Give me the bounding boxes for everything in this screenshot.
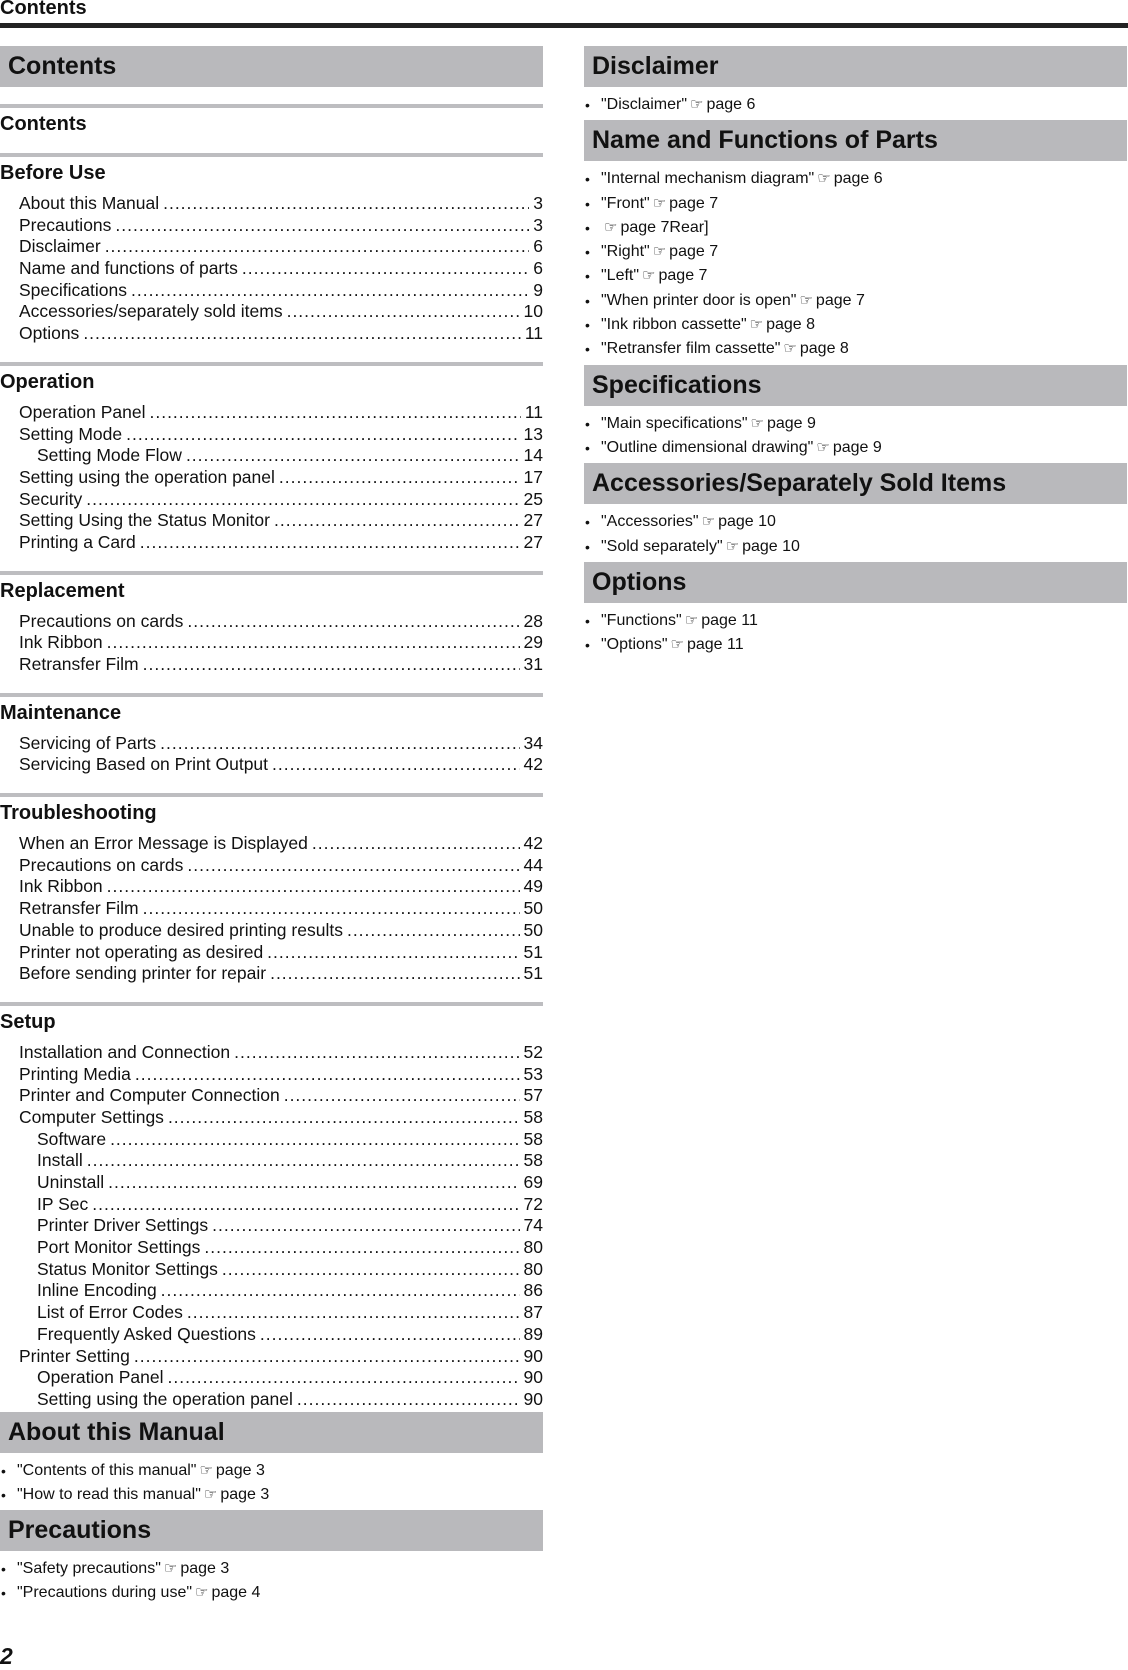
page-reference-link[interactable] [584,240,1127,264]
toc-entry[interactable] [0,1150,543,1172]
toc-entry[interactable] [0,532,543,554]
toc-entry[interactable] [0,1280,543,1302]
toc-entry-label: When an Error Message is Displayed [19,833,308,854]
page-reference-link[interactable] [0,1581,543,1605]
pointing-hand-icon: ☞ [749,316,764,334]
toc-entry-page: 27 [523,510,543,531]
toc-entry-page: 58 [523,1150,543,1171]
toc-entry-label: Inline Encoding [37,1280,157,1301]
section-rule [0,693,543,697]
toc-section-before-use [0,153,543,345]
precautions-heading: Precautions [0,1510,543,1551]
toc-entry-page: 10 [523,301,543,322]
toc-entry-page: 3 [533,214,543,235]
reference-page: page 7 [669,194,719,212]
toc-entry-page: 44 [523,854,543,875]
page-reference-link[interactable] [584,412,1127,436]
toc-section-troubleshooting [0,793,543,985]
toc-entry[interactable] [0,258,543,280]
toc-entry-label: List of Error Codes [37,1302,183,1323]
pointing-hand-icon: ☞ [690,96,704,113]
toc-entry-page: 29 [523,632,543,653]
reference-title: "Left" [601,267,640,285]
pointing-hand-icon: ☞ [725,537,740,555]
toc-entry-page: 57 [523,1085,543,1106]
page-reference-link[interactable] [584,167,1127,191]
toc-entry[interactable] [0,1107,543,1129]
toc-entry[interactable] [0,1389,543,1411]
section-title: Setup [0,1010,56,1033]
reference-title: "Accessories" [601,513,699,531]
toc-entry-label: Port Monitor Settings [37,1237,201,1258]
page-reference-link[interactable] [584,633,1127,657]
accessories-separately-sold-items-heading: Accessories/Separately Sold Items [584,463,1127,504]
right-summary-blocks [584,46,1127,657]
toc-entry[interactable] [0,754,543,776]
toc-entry-label: Options [19,323,80,344]
dot-leader [134,1346,520,1368]
toc-entry[interactable] [0,510,543,532]
toc-entry-page: 31 [523,654,543,674]
reference-title: "Outline dimensional drawing" [601,438,814,456]
toc-entry-label: Unable to produce desired printing results [19,919,343,940]
toc-entry-page: 58 [523,1128,543,1149]
section-entries [0,833,543,985]
toc-entry-label: Servicing Based on Print Output [19,754,269,775]
toc-entry-label: Retransfer Film [19,898,139,919]
dot-leader [115,215,529,237]
page-reference-link[interactable] [584,510,1127,534]
toc-entry[interactable] [0,942,543,964]
toc-entry-page: 11 [524,323,543,344]
toc-entry-page: 90 [523,1345,543,1366]
toc-entry-page: 6 [533,236,543,257]
toc-entry-label: Setting using the operation panel [37,1388,293,1409]
toc-entry[interactable] [0,1042,543,1064]
toc-entry-label: Frequently Asked Questions [37,1323,256,1344]
page-reference-link[interactable] [0,1557,543,1581]
toc-entry-label: Printer and Computer Connection [19,1085,280,1106]
reference-title: "Retransfer film cassette" [601,340,781,358]
dot-leader [272,754,520,776]
toc-entry[interactable] [0,1215,543,1237]
dot-leader [83,323,521,345]
toc-entry-label: Name and functions of parts [19,258,238,279]
section-entries [0,611,543,676]
page-reference-link[interactable] [0,1483,543,1507]
section-entries [0,402,543,554]
dot-leader [135,1064,520,1086]
section-rule [0,153,543,157]
dot-leader [204,1237,519,1259]
toc-entry[interactable] [0,876,543,898]
toc-entry-label: Status Monitor Settings [37,1258,218,1279]
dot-leader [274,510,520,532]
specifications-heading: Specifications [584,365,1127,406]
dot-leader [143,654,520,676]
options-list [584,609,1127,658]
dot-leader [267,942,519,964]
toc-entry-label: Setting Mode [19,423,123,444]
specifications-list [584,412,1127,461]
toc-entry[interactable] [0,402,543,424]
name-and-functions-of-parts-heading: Name and Functions of Parts [584,120,1127,161]
section-title: Operation [0,370,95,393]
toc-entry[interactable] [0,1302,543,1324]
reference-title: "Options" [601,636,668,654]
toc-entry[interactable] [0,467,543,489]
page-reference-link[interactable] [584,313,1127,337]
options-heading: Options [584,562,1127,603]
contents-heading: Contents [0,46,543,87]
toc-entry-label: Software [37,1128,107,1149]
precautions-list [0,1557,543,1606]
toc-entry[interactable] [0,1367,543,1389]
dot-leader [168,1107,520,1129]
dot-leader [242,258,529,280]
section-rule [0,362,543,366]
reference-title: "Ink ribbon cassette" [601,316,747,334]
toc-section-replacement [0,571,543,676]
toc-entry[interactable] [0,733,543,755]
toc-entry-page: 80 [523,1237,543,1258]
toc-entry-label: Printing a Card [19,531,136,552]
toc-entry-label: Printer Driver Settings [37,1215,209,1236]
toc-entry[interactable] [0,323,543,345]
dot-leader [234,1042,519,1064]
section-entries [0,733,543,776]
page-reference-link[interactable] [584,535,1127,559]
section-title: Replacement [0,579,125,602]
toc-entry-page: 50 [523,919,543,940]
header-rule [0,23,1128,28]
reference-title: "Main specifications" [601,414,748,432]
toc-entry-page: 86 [523,1280,543,1301]
toc-entry[interactable] [0,1324,543,1346]
toc-entry-page: 49 [523,876,543,897]
dot-leader [284,1085,520,1107]
about-this-manual-list [0,1459,543,1508]
toc-entry[interactable] [0,1085,543,1107]
pointing-hand-icon: ☞ [670,636,684,654]
dot-leader [126,424,519,446]
dot-leader [110,1129,519,1151]
toc-entry-page: 17 [523,466,543,487]
page-reference-link[interactable] [584,436,1127,460]
toc-entry-label: Precautions [19,214,112,235]
toc-entry-page: 11 [524,401,543,422]
reference-page: page 3 [220,1485,270,1503]
page-reference-link[interactable] [584,289,1127,313]
contents-label-section [0,104,543,136]
dot-leader [161,1280,520,1302]
toc-entry[interactable] [0,1346,543,1368]
toc-entry[interactable] [0,236,543,258]
dot-leader [186,445,520,467]
dot-leader [312,833,520,855]
dot-leader [131,280,529,302]
pointing-hand-icon: ☞ [799,291,813,309]
pointing-hand-icon: ☞ [817,170,831,188]
pointing-hand-icon: ☞ [642,267,656,285]
dot-leader [140,532,520,554]
reference-page: page 3 [180,1560,230,1578]
section-rule [0,571,543,575]
toc-entry[interactable] [0,855,543,877]
toc-entry[interactable] [0,1259,543,1281]
toc-entry-page: 3 [533,193,543,213]
section-entries [0,1042,543,1411]
toc-entry[interactable] [0,654,543,676]
dot-leader [86,489,519,511]
toc-entry[interactable] [0,898,543,920]
reference-page: page 6 [833,170,883,188]
section-title: Maintenance [0,701,122,724]
toc-entry-label: Uninstall [37,1172,105,1192]
toc-entry-label: Ink Ribbon [19,632,103,653]
toc-entry-label: Ink Ribbon [19,876,103,897]
toc-entry[interactable] [0,445,543,467]
reference-page: page 8 [766,316,816,334]
reference-title: "Safety precautions" [17,1560,161,1578]
section-rule [0,104,543,108]
toc-entry[interactable] [0,1064,543,1086]
toc-entry-label: Retransfer Film [19,654,139,674]
accessories-separately-sold-items-list [584,510,1127,559]
reference-page: page 10 [742,537,800,555]
toc-entry-label: About this Manual [19,193,160,213]
toc-entry[interactable] [0,301,543,323]
reference-title: "Disclaimer" [601,96,688,113]
toc-entry-label: Setting Mode Flow [37,445,182,466]
pointing-hand-icon: ☞ [652,243,667,261]
section-title: Troubleshooting [0,802,157,825]
toc-entry-page: 80 [523,1258,543,1279]
reference-page: page 11 [701,611,758,629]
toc-entry-label: Operation Panel [37,1367,164,1388]
toc-entry[interactable] [0,193,543,215]
reference-page: page 10 [718,513,776,531]
dot-leader [108,1172,519,1194]
toc-sections [0,153,543,1411]
name-and-functions-of-parts-list [584,167,1127,361]
toc-entry[interactable] [0,920,543,942]
reference-title: "How to read this manual" [17,1485,201,1503]
toc-section-setup [0,1002,543,1411]
reference-page: page 4 [211,1584,261,1602]
toc-entry[interactable] [0,280,543,302]
toc-entry-label: IP Sec [37,1193,89,1214]
toc-entry-page: 90 [523,1367,543,1388]
pointing-hand-icon: ☞ [684,611,699,629]
reference-page: page 7 [669,243,719,261]
toc-entry-page: 6 [533,258,543,279]
toc-entry-label: Printer Setting [19,1345,130,1366]
toc-entry-page: 42 [523,754,543,775]
pointing-hand-icon: ☞ [195,1584,209,1602]
contents-label: Contents [0,113,87,135]
reference-page: page 7 [815,291,865,309]
toc-entry[interactable] [0,1194,543,1216]
page-reference-link[interactable] [584,337,1127,361]
dot-leader [105,236,530,258]
toc-entry-page: 53 [523,1063,543,1084]
toc-entry-page: 90 [523,1388,543,1409]
toc-entry-page: 28 [523,610,543,631]
toc-entry[interactable] [0,489,543,511]
reference-title: "Precautions during use" [17,1584,193,1602]
dot-leader [287,301,520,323]
toc-entry-label: Installation and Connection [19,1041,231,1062]
dot-leader [160,733,519,755]
about-this-manual-heading: About this Manual [0,1412,543,1453]
toc-entry-label: Servicing of Parts [19,732,157,753]
pointing-hand-icon: ☞ [701,513,716,531]
reference-title: "Contents of this manual" [17,1461,197,1479]
reference-page: page 9 [766,414,816,432]
reference-title: "Right" [601,243,650,261]
toc-entry-label: Specifications [19,279,127,300]
pointing-hand-icon: ☞ [163,1560,178,1578]
toc-entry[interactable] [0,1172,543,1194]
dot-leader [107,876,520,898]
toc-entry-page: 52 [523,1041,543,1062]
toc-entry-page: 27 [523,531,543,552]
toc-entry-page: 51 [523,941,543,962]
reference-page: page 9 [832,438,882,456]
reference-title: "Sold separately" [601,537,723,555]
toc-entry-label: Computer Settings [19,1106,164,1127]
toc-entry-page: 58 [523,1106,543,1127]
pointing-hand-icon: ☞ [783,340,797,358]
reference-page: page 3 [215,1461,265,1479]
toc-entry[interactable] [0,632,543,654]
dot-leader [149,402,520,424]
page-reference-link[interactable] [584,264,1127,288]
toc-entry-label: Precautions on cards [19,610,184,631]
toc-entry[interactable] [0,1129,543,1151]
section-entries [0,193,543,345]
toc-entry-label: Before sending printer for repair [19,963,267,984]
toc-entry-label: Operation Panel [19,401,146,422]
reference-page: page 7 [658,267,708,285]
page-reference-link[interactable] [584,93,1127,117]
toc-entry-label: Install [37,1150,83,1171]
pointing-hand-icon: ☞ [816,438,830,456]
disclaimer-heading: Disclaimer [584,46,1127,87]
dot-leader [87,1150,520,1172]
dot-leader [163,193,529,215]
toc-entry-label: Printer not operating as desired [19,941,264,962]
toc-section-maintenance [0,693,543,776]
dot-leader [92,1194,519,1216]
dot-leader [187,611,519,633]
toc-entry[interactable] [0,833,543,855]
page-reference-link[interactable] [0,1459,543,1483]
dot-leader [187,1302,520,1324]
pointing-hand-icon: ☞ [652,194,667,212]
toc-entry-label: Disclaimer [19,236,101,257]
dot-leader [107,632,520,654]
dot-leader [167,1367,519,1389]
left-column [0,46,543,1609]
toc-section-operation [0,362,543,554]
page-reference-link[interactable] [584,216,1127,240]
toc-entry-page: 42 [523,833,543,854]
reference-title: "When printer door is open" [601,291,797,309]
disclaimer-list [584,93,1127,117]
dot-leader [143,898,520,920]
toc-entry-label: Precautions on cards [19,854,184,875]
toc-entry-page: 25 [523,488,543,509]
toc-entry[interactable] [0,611,543,633]
toc-entry-page: 87 [523,1302,543,1323]
toc-entry[interactable] [0,215,543,237]
toc-entry-page: 89 [523,1323,543,1344]
left-summary-blocks [0,1412,543,1606]
page-reference-link[interactable] [584,609,1127,633]
dot-leader [260,1324,520,1346]
toc-entry-label: Accessories/separately sold items [19,301,283,322]
dot-leader [279,467,520,489]
dot-leader [347,920,520,942]
reference-title: "Internal mechanism diagram" [601,170,815,188]
toc-entry[interactable] [0,424,543,446]
reference-page: page 6 [706,96,756,113]
reference-page: page 7Rear] [620,218,709,236]
dot-leader [270,963,519,985]
reference-page: page 8 [799,340,849,358]
toc-entry-page: 51 [523,963,543,984]
toc-entry[interactable] [0,963,543,985]
dot-leader [222,1259,520,1281]
toc-entry-page: 13 [523,423,543,444]
section-rule [0,1002,543,1006]
pointing-hand-icon: ☞ [199,1461,213,1479]
right-column [584,46,1127,660]
toc-entry-page: 50 [523,898,543,919]
section-title: Before Use [0,162,106,184]
toc-entry-page: 14 [523,445,543,466]
pointing-hand-icon: ☞ [604,218,618,236]
toc-entry-page: 34 [523,732,543,753]
page-header-title: Contents [0,0,87,19]
dot-leader [187,855,519,877]
toc-entry-page: 74 [523,1215,543,1236]
pointing-hand-icon: ☞ [750,414,764,432]
toc-entry-page: 9 [533,279,543,300]
toc-entry-label: Printing Media [19,1063,131,1084]
toc-entry-page: 69 [523,1172,543,1192]
toc-entry-label: Setting using the operation panel [19,466,275,487]
toc-entry[interactable] [0,1237,543,1259]
section-rule [0,793,543,797]
reference-title: "Functions" [601,611,682,629]
reference-title: "Front" [601,194,650,212]
toc-entry-page: 72 [523,1193,543,1214]
dot-leader [212,1215,519,1237]
toc-entry-label: Setting Using the Status Monitor [19,510,270,531]
page-number: 2 [0,1643,13,1669]
toc-entry-label: Security [19,488,83,509]
reference-page: page 11 [686,636,744,654]
page-reference-link[interactable] [584,192,1127,216]
pointing-hand-icon: ☞ [203,1485,218,1503]
dot-leader [297,1389,520,1411]
